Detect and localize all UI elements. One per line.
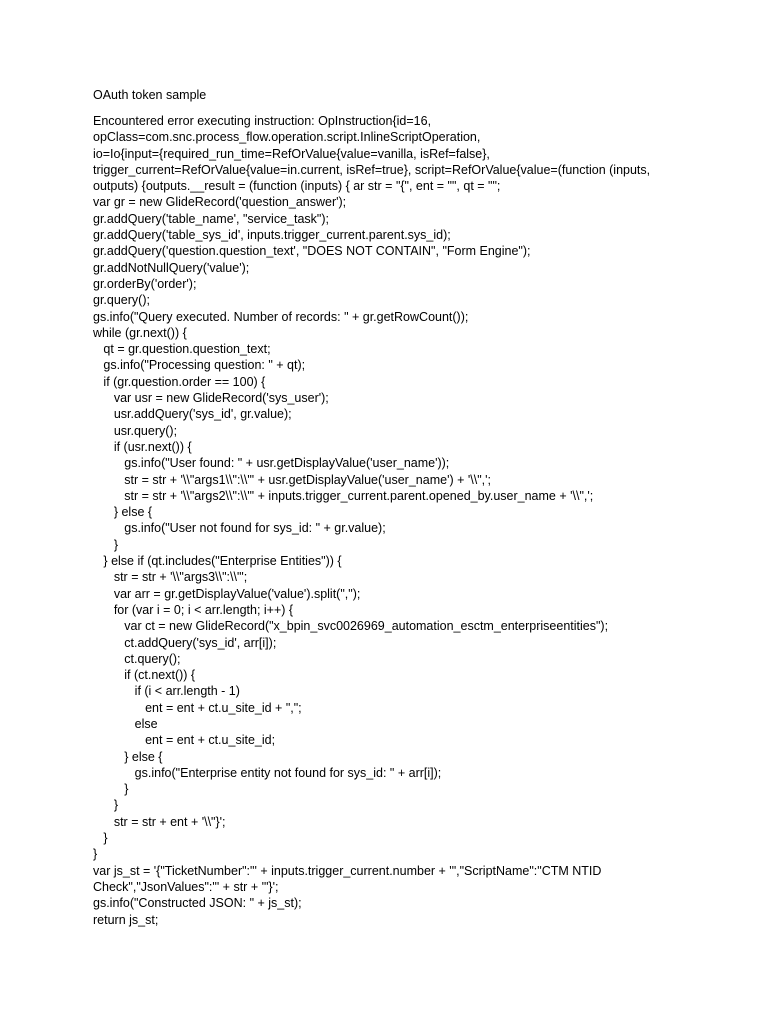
code-line: gs.info("Constructed JSON: " + js_st);	[93, 896, 302, 911]
code-line: ct.query();	[93, 651, 181, 666]
code-line: str = str + ent + '\\"}';	[93, 814, 226, 829]
code-line: trigger_current=RefOrValue{value=in.current, isRef=true}, script=RefOrValue{value=(function (inputs,	[93, 162, 651, 177]
code-line: usr.query();	[93, 423, 178, 438]
code-line: if (i < arr.length - 1)	[93, 684, 240, 699]
code-line: var ct = new GlideRecord("x_bpin_svc0026969_automation_esctm_enterpriseentities");	[93, 619, 609, 634]
code-line: gs.info("User found: " + usr.getDisplayValue('user_name'));	[93, 456, 450, 471]
code-line: return js_st;	[93, 912, 159, 927]
code-line: var usr = new GlideRecord('sys_user');	[93, 391, 329, 406]
code-line: if (usr.next()) {	[93, 439, 192, 454]
code-line: Check","JsonValues":"' + str + '"}';	[93, 879, 279, 894]
code-line: gs.info("Query executed. Number of records: " + gr.getRowCount());	[93, 309, 469, 324]
code-line: while (gr.next()) {	[93, 325, 187, 340]
code-line: gr.orderBy('order');	[93, 276, 197, 291]
code-line: }	[93, 831, 108, 846]
code-line: gs.info("User not found for sys_id: " + gr.value);	[93, 521, 386, 536]
code-line: opClass=com.snc.process_flow.operation.script.InlineScriptOperation,	[93, 130, 481, 145]
code-line: if (gr.question.order == 100) {	[93, 374, 266, 389]
code-line: ent = ent + ct.u_site_id + ",";	[93, 700, 302, 715]
code-line: } else if (qt.includes("Enterprise Entities")) {	[93, 554, 342, 569]
code-line: }	[93, 847, 98, 862]
document-body	[93, 113, 693, 928]
code-line: gr.addQuery('question.question_text', "DOES NOT CONTAIN", "Form Engine");	[93, 244, 531, 259]
code-line: usr.addQuery('sys_id', gr.value);	[93, 407, 292, 422]
code-line: var js_st = '{"TicketNumber":"' + inputs.trigger_current.number + '","ScriptName":"CTM NTID	[93, 863, 602, 878]
code-line: ent = ent + ct.u_site_id;	[93, 733, 276, 748]
code-line: ct.addQuery('sys_id', arr[i]);	[93, 635, 277, 650]
code-line: outputs) {outputs.__result = (function (inputs) { ar str = "{", ent = "", qt = "";	[93, 179, 501, 194]
code-line: var gr = new GlideRecord('question_answer');	[93, 195, 347, 210]
code-line: } else {	[93, 749, 163, 764]
code-line: str = str + '\\"args3\\":\\"';	[93, 570, 248, 585]
code-line: } else {	[93, 505, 153, 520]
code-line: gr.query();	[93, 293, 150, 308]
code-line: gr.addNotNullQuery('value');	[93, 260, 250, 275]
code-line: qt = gr.question.question_text;	[93, 342, 271, 357]
document-page	[93, 87, 693, 928]
code-line: }	[93, 537, 119, 552]
code-line: var arr = gr.getDisplayValue('value').split(",");	[93, 586, 361, 601]
code-line: gs.info("Enterprise entity not found for sys_id: " + arr[i]);	[93, 765, 442, 780]
code-line: if (ct.next()) {	[93, 668, 196, 683]
code-line: io=Io{input={required_run_time=RefOrValue{value=vanilla, isRef=false},	[93, 146, 490, 161]
code-line: gr.addQuery('table_sys_id', inputs.trigger_current.parent.sys_id);	[93, 228, 451, 243]
code-line: }	[93, 798, 119, 813]
document-title: OAuth token sample	[93, 88, 207, 102]
code-line: gr.addQuery('table_name', "service_task");	[93, 211, 329, 226]
code-line: str = str + '\\"args1\\":\\"' + usr.getDisplayValue('user_name') + '\\",';	[93, 472, 491, 487]
code-line: else	[93, 716, 158, 731]
code-line: Encountered error executing instruction: OpInstruction{id=16,	[93, 114, 432, 128]
code-line: }	[93, 782, 129, 797]
code-line: gs.info("Processing question: " + qt);	[93, 358, 306, 373]
code-line: str = str + '\\"args2\\":\\"' + inputs.trigger_current.parent.opened_by.user_name + '\\",';	[93, 488, 594, 503]
code-line: for (var i = 0; i < arr.length; i++) {	[93, 602, 294, 617]
